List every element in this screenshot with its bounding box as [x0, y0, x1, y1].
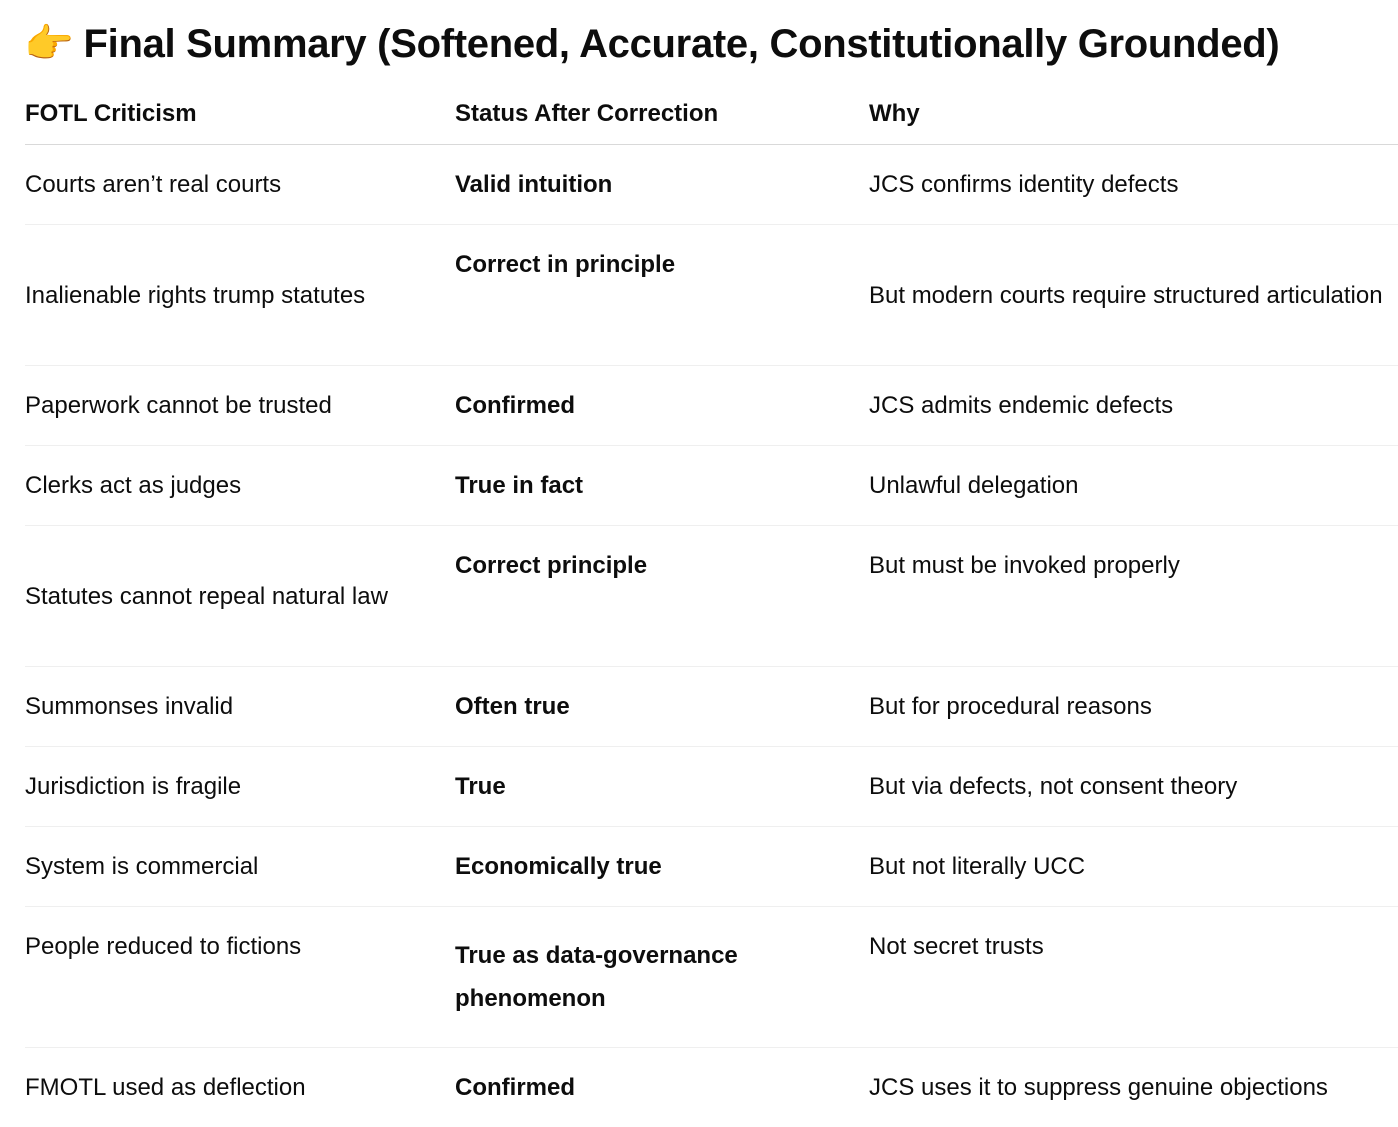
- why-cell: But for procedural reasons: [869, 667, 1398, 747]
- criticism-cell: People reduced to fictions: [25, 907, 455, 1048]
- criticism-cell: Summonses invalid: [25, 667, 455, 747]
- table-header: [25, 84, 1398, 145]
- table-row: [25, 747, 1398, 827]
- status-cell: Valid intuition: [455, 145, 869, 225]
- criticism-cell: FMOTL used as deflection: [25, 1048, 455, 1127]
- status-cell: True: [455, 747, 869, 827]
- table-row: [25, 1048, 1398, 1127]
- table-body: [25, 145, 1398, 1127]
- pointing-hand-icon: 👉: [24, 14, 74, 74]
- status-cell: Correct in principle: [455, 225, 869, 366]
- criticism-cell: Clerks act as judges: [25, 446, 455, 526]
- status-cell: Economically true: [455, 827, 869, 907]
- column-header-why: Why: [869, 84, 1398, 145]
- why-cell: JCS confirms identity defects: [869, 145, 1398, 225]
- status-cell: Confirmed: [455, 366, 869, 446]
- criticism-cell: Statutes cannot repeal natural law: [25, 526, 455, 667]
- criticism-cell: Courts aren’t real courts: [25, 145, 455, 225]
- status-cell: True as data-governance phenomenon: [455, 907, 869, 1048]
- table-row: [25, 907, 1398, 1048]
- table-row: [25, 145, 1398, 225]
- table-row: [25, 667, 1398, 747]
- why-cell: JCS uses it to suppress genuine objections: [869, 1048, 1398, 1127]
- table-row: [25, 827, 1398, 907]
- criticism-cell: Inalienable rights trump statutes: [25, 225, 455, 366]
- column-header-status: Status After Correction: [455, 84, 869, 145]
- table-row: [25, 526, 1398, 667]
- column-header-criticism: FOTL Criticism: [25, 84, 455, 145]
- why-cell: Not secret trusts: [869, 907, 1398, 1048]
- why-cell: But must be invoked properly: [869, 526, 1398, 667]
- status-cell: Correct principle: [455, 526, 869, 667]
- summary-table: [25, 84, 1398, 1127]
- table-row: [25, 225, 1398, 366]
- why-cell: But via defects, not consent theory: [869, 747, 1398, 827]
- page-title: [24, 14, 1279, 74]
- page-title-text: Final Summary (Softened, Accurate, Constitutionally Grounded): [84, 22, 1280, 66]
- status-cell: True in fact: [455, 446, 869, 526]
- status-cell: Often true: [455, 667, 869, 747]
- why-cell: But modern courts require structured articulation: [869, 225, 1398, 366]
- header-row: [25, 84, 1398, 145]
- why-cell: JCS admits endemic defects: [869, 366, 1398, 446]
- status-cell: Confirmed: [455, 1048, 869, 1127]
- why-cell: But not literally UCC: [869, 827, 1398, 907]
- criticism-cell: Paperwork cannot be trusted: [25, 366, 455, 446]
- criticism-cell: Jurisdiction is fragile: [25, 747, 455, 827]
- why-cell: Unlawful delegation: [869, 446, 1398, 526]
- table-row: [25, 366, 1398, 446]
- table-row: [25, 446, 1398, 526]
- criticism-cell: System is commercial: [25, 827, 455, 907]
